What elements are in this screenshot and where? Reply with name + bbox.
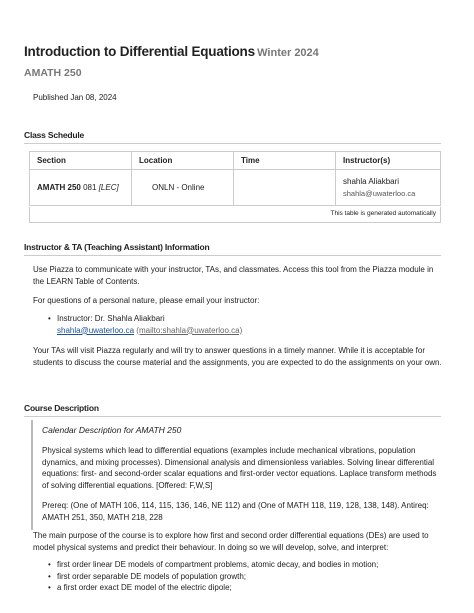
cell-section bbox=[30, 170, 132, 206]
table-header-row bbox=[30, 152, 441, 170]
course-title bbox=[24, 44, 319, 59]
cell-instructor bbox=[336, 170, 441, 206]
course-purpose-paragraph: The main purpose of the course is to explore how first and second order differential equations (DEs) are used to model physical systems and predict their behaviour. In doing so we will develop, solve, and interpret: bbox=[33, 531, 429, 552]
course-term: Winter 2024 bbox=[257, 47, 319, 59]
instructor-email-link[interactable]: shahla@uwaterloo.ca bbox=[57, 325, 135, 335]
instructor-ta-heading: Instructor & TA (Teaching Assistant) Information bbox=[24, 242, 441, 256]
personal-questions-paragraph: For questions of a personal nature, please email your instructor: bbox=[33, 296, 260, 305]
table-row bbox=[30, 170, 441, 206]
piazza-paragraph: Use Piazza to communicate with your instructor, TAs, and classmates. Access this tool from the Piazza module in the LEARN Table of Contents. bbox=[33, 265, 434, 286]
course-code: AMATH 250 bbox=[24, 67, 82, 79]
course-topics-list bbox=[48, 559, 438, 594]
class-schedule-heading: Class Schedule bbox=[24, 130, 441, 144]
list-item: • first order linear DE models of compartment problems, atomic decay, and bodies in motion; bbox=[48, 559, 438, 571]
course-description-heading: Course Description bbox=[24, 403, 441, 417]
list-item: • a first order exact DE model of the electric dipole; bbox=[48, 582, 438, 594]
column-header-section: Section bbox=[30, 152, 132, 170]
list-item bbox=[48, 313, 438, 336]
calendar-description-text: Physical systems which lead to differential equations (examples include mechanical vibrations, population dynamics, and mixing processes). Dimensional analysis and dimensionless variables. Solving linear differential equations: first- and second-order scalar equations and first-order vector equations. Laplace transform methods of solving differential equations. [Offered: F,W,S] bbox=[42, 446, 437, 490]
section-code: AMATH 250 bbox=[37, 183, 81, 192]
calendar-description-box bbox=[31, 420, 441, 530]
published-date: Published Jan 08, 2024 bbox=[33, 93, 117, 102]
list-item: • first order separable DE models of population growth; bbox=[48, 571, 438, 583]
instructor-contact-list bbox=[48, 313, 438, 336]
instructor-name: shahla Aliakbari bbox=[343, 177, 400, 186]
cell-location: ONLN - Online bbox=[132, 170, 234, 206]
prerequisites-text: Prereq: (One of MATH 106, 114, 115, 136, 146, NE 112) and (One of MATH 118, 119, 128, 138, 148). Antireq: AMATH 251, 350, MATH 218, 228 bbox=[42, 501, 429, 522]
ta-paragraph: Your TAs will visit Piazza regularly and will try to answer questions in a timely manner. While it is acceptable for students to discuss the course material and the assignments, you are expected to do the assignments on your own. bbox=[33, 346, 442, 367]
cell-time bbox=[234, 170, 336, 206]
column-header-time: Time bbox=[234, 152, 336, 170]
column-header-location: Location bbox=[132, 152, 234, 170]
column-header-instructors: Instructor(s) bbox=[336, 152, 441, 170]
section-type: [LEC] bbox=[98, 183, 119, 192]
class-schedule-table bbox=[29, 151, 441, 206]
section-number: 081 bbox=[83, 183, 97, 192]
instructor-mailto-link[interactable]: (mailto:shahla@uwaterloo.ca) bbox=[136, 325, 243, 335]
calendar-description-title: Calendar Description for AMATH 250 bbox=[42, 425, 182, 435]
instructor-email: shahla@uwaterloo.ca bbox=[343, 189, 416, 198]
course-name: Introduction to Differential Equations bbox=[24, 44, 255, 59]
table-generated-note: This table is generated automatically bbox=[29, 207, 441, 223]
instructor-label: Instructor: Dr. Shahla Aliakbari bbox=[57, 314, 165, 323]
